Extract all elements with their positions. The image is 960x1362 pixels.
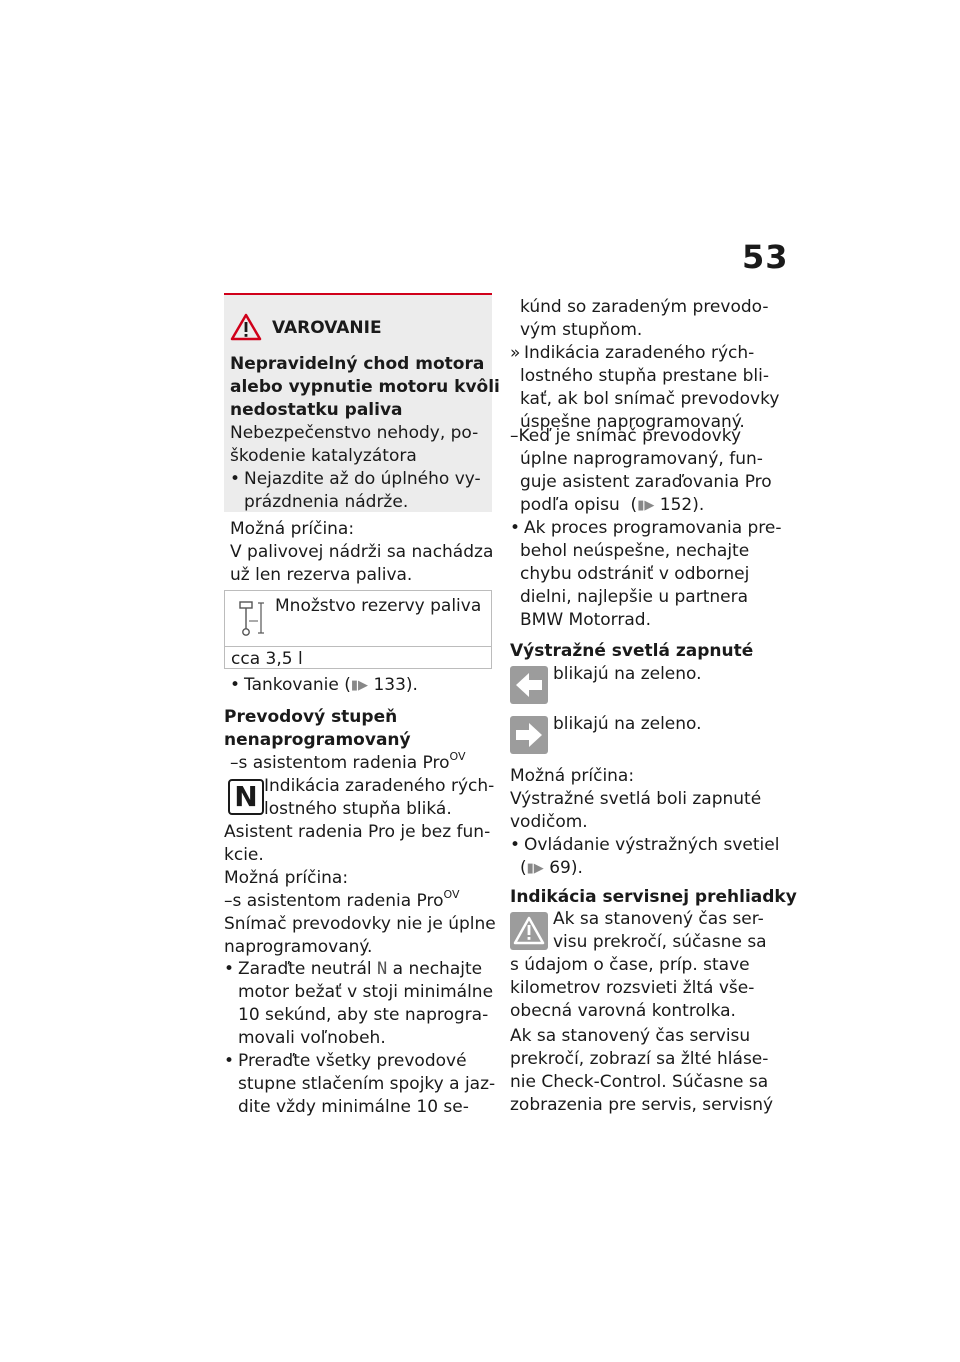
table-value: cca 3,5 l [231, 649, 303, 669]
hazard-cause-text: Výstražné svetlá boli zapnuté vodičom. [510, 789, 762, 832]
warning-heading: Nepravidelný chod motora alebo vypnutie motoru kvôli nedostatku paliva [230, 354, 500, 420]
continued-text: kúnd so zaradeným prevodo- vým stupňom. [520, 297, 769, 340]
gear-cause-text: Snímač prevodovky nie je úplne naprogramovaný. [224, 914, 496, 957]
arrow-right-icon: ▮▶ [637, 498, 655, 513]
refuel-bullet: • Tankovanie (▮▶ 133). [230, 675, 418, 695]
cause-text: V palivovej nádrži sa nachádza už len rezerva paliva. [230, 542, 494, 585]
if-programmed-text: –Keď je snímač prevodovky úplne naprogramovaný, fun- guje asistent zaraďovania Pro podľa opisu (▮▶ 152). [510, 426, 772, 515]
gear-indicator-text: Indikácia zaradeného rých- lostného stupňa bliká. [264, 776, 495, 819]
service-text-2: Ak sa stanovený čas servisu prekročí, zobrazí sa žlté hláse- nie Check-Control. Súčasne sa zobrazenia pre servis, servisný [510, 1026, 774, 1115]
page-number: 53 [742, 238, 789, 276]
result-text: » Indikácia zaradeného rých- lostného stupňa prestane bli- kať, ak bol snímač prevodovky úspešne naprogramovaný. [510, 343, 780, 432]
general-warning-icon [510, 912, 548, 950]
gear-option: –s asistentom radenia Pro$^{OV}$ [230, 750, 466, 773]
fuel-reserve-table [224, 590, 492, 669]
fuel-gauge-icon [237, 599, 265, 639]
gear-heading: Prevodový stupeň nenaprogramovaný [224, 707, 411, 750]
right-turn-indicator-icon [510, 716, 548, 754]
neutral-indicator-icon: N [228, 779, 264, 815]
gear-after-text: Asistent radenia Pro je bez fun- kcie. [224, 822, 491, 865]
failure-bullet: • Ak proces programovania pre- behol neúspešne, nechajte chybu odstrániť v odbornej dielni, najlepšie u partnera BMW Motorrad. [510, 518, 782, 630]
service-icon-text: Ak sa stanovený čas ser- visu prekročí, súčasne sa [553, 909, 767, 952]
service-heading: Indikácia servisnej prehliadky [510, 887, 797, 907]
gear-bullet-2: • Preraďte všetky prevodové stupne stlačením spojky a jaz- dite vždy minimálne 10 se- [224, 1051, 496, 1117]
warning-title: VAROVANIE [272, 318, 382, 338]
left-blink-text: blikajú na zeleno. [553, 664, 702, 684]
warning-triangle-icon [230, 313, 262, 341]
table-header: Množstvo rezervy paliva [275, 596, 482, 616]
warning-bullet: • Nejazdite až do úplného vy- prázdnenia nádrže. [230, 469, 481, 512]
hazard-cause-label: Možná príčina: [510, 766, 635, 786]
service-text: s údajom o čase, príp. stave kilometrov rozsvieti žltá vše- obecná varovná kontrolka. [510, 955, 755, 1021]
warning-box [224, 293, 500, 512]
gear-bullet-1: • Zaraďte neutrál N a nechajte motor bežať v stoji minimálne 10 sekúnd, aby ste naprogra- movali voľnobeh. [224, 959, 494, 1048]
arrow-right-icon: ▮▶ [526, 861, 544, 876]
gear-cause-option: –s asistentom radenia Pro$^{OV}$ [224, 888, 460, 911]
hazard-bullet: • Ovládanie výstražných svetiel (▮▶ 69). [510, 835, 780, 878]
hazard-heading: Výstražné svetlá zapnuté [510, 641, 754, 661]
cause-label: Možná príčina: [230, 519, 355, 539]
left-turn-indicator-icon [510, 666, 548, 704]
arrow-right-icon: ▮▶ [350, 678, 369, 693]
gear-cause-label: Možná príčina: [224, 868, 349, 888]
right-blink-text: blikajú na zeleno. [553, 714, 702, 734]
warning-text: Nebezpečenstvo nehody, po- škodenie katalyzátora [230, 423, 479, 466]
